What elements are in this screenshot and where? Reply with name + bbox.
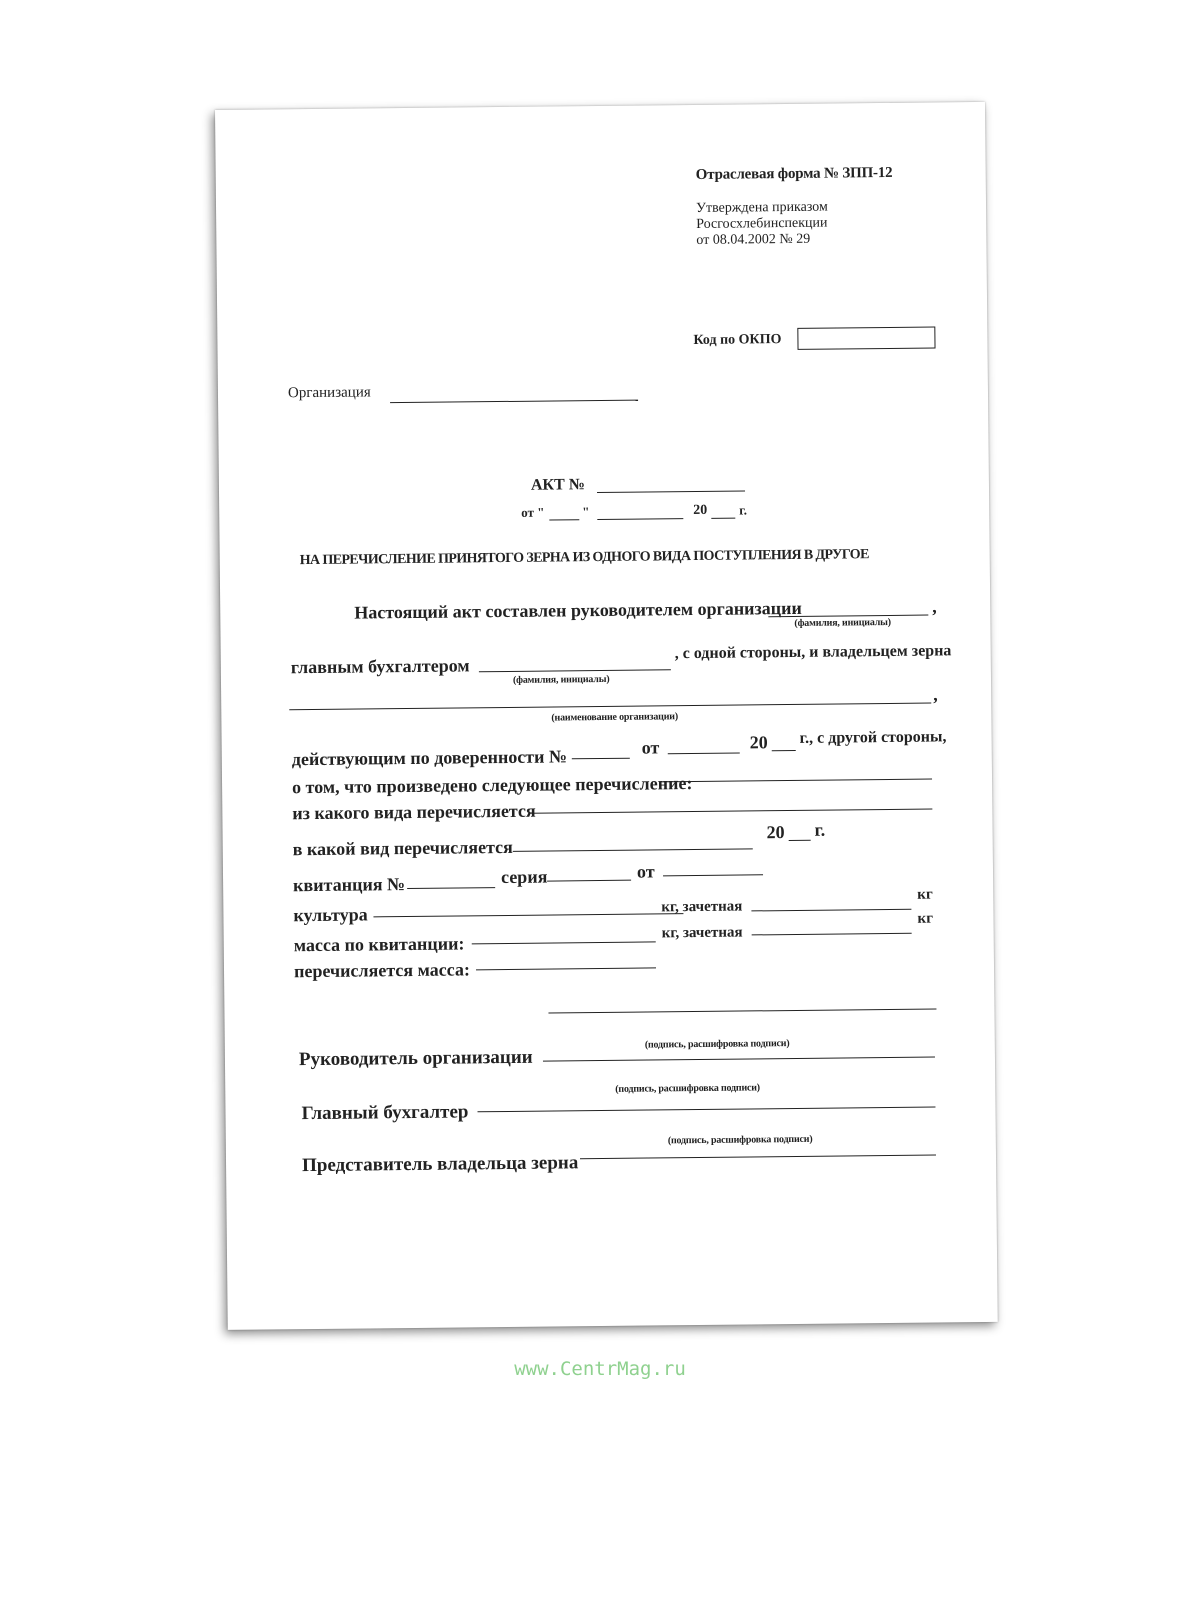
- mass-transfer-label: перечисляется масса:: [293, 959, 470, 982]
- owner-org-comma: ,: [933, 684, 938, 705]
- intro-comma: ,: [932, 596, 937, 617]
- signature-head-field[interactable]: [543, 1057, 935, 1062]
- proxy-text: действующим по доверенности №: [291, 746, 568, 770]
- crop-field[interactable]: [373, 913, 683, 917]
- credit-mass-transfer-field[interactable]: [752, 933, 912, 936]
- accountant-name-caption: (фамилия, инициалы): [512, 673, 610, 686]
- proxy-date-field[interactable]: [668, 753, 740, 755]
- approval-line-1: Утверждена приказом: [695, 199, 828, 216]
- from-kind-label: из какого вида перечисляется: [292, 800, 536, 824]
- credit-mass-transfer-kg: кг: [917, 910, 934, 927]
- proxy-number-field[interactable]: [572, 758, 630, 760]
- act-month-field[interactable]: [597, 518, 683, 520]
- receipt-from-word: от: [636, 861, 655, 882]
- chief-accountant-text: главным бухгалтером: [290, 655, 470, 678]
- act-title: АКТ №: [530, 476, 585, 494]
- mass-transfer-field[interactable]: [476, 967, 656, 970]
- signature-head-caption: (подпись, расшифровка подписи): [644, 1038, 790, 1051]
- crop-label: культура: [293, 904, 368, 926]
- intro-text: Настоящий акт составлен руководителем организации: [354, 597, 802, 623]
- mass-receipt-kg-credit: кг, зачетная: [661, 898, 743, 916]
- receipt-date-field[interactable]: [663, 874, 763, 876]
- watermark: www.CentrMag.ru: [514, 1358, 686, 1380]
- series-field[interactable]: [547, 880, 631, 882]
- owner-org-caption: (наименование организации): [551, 711, 678, 724]
- signature-accountant-caption: (подпись, расшифровка подписи): [615, 1082, 760, 1095]
- mass-receipt-label: масса по квитанции:: [293, 933, 465, 956]
- credit-mass-receipt-field[interactable]: [751, 909, 911, 912]
- to-kind-year-suffix: г.: [814, 819, 826, 840]
- signature-head-label: Руководитель организации: [298, 1046, 533, 1071]
- mass-receipt-field[interactable]: [472, 941, 656, 944]
- about-text: о том, что произведено следующее перечисление:: [291, 773, 693, 798]
- from-kind-field[interactable]: [530, 809, 932, 814]
- approval-line-2: Росгосхлебинспекции: [696, 215, 828, 232]
- accountant-name-field[interactable]: [479, 669, 671, 672]
- head-name-caption: (фамилия, инициалы): [794, 616, 891, 629]
- form-sheet: [215, 102, 998, 1330]
- receipt-label: квитанция №: [293, 874, 406, 896]
- about-field[interactable]: [660, 779, 932, 783]
- signature-owner-caption: (подпись, расшифровка подписи): [667, 1133, 813, 1147]
- credit-mass-receipt-kg: кг: [917, 886, 933, 903]
- act-day-field[interactable]: [549, 519, 579, 520]
- okpo-label: Код по ОКПО: [693, 332, 782, 349]
- mass-transfer-kg-credit: кг, зачетная: [661, 924, 743, 942]
- receipt-number-field[interactable]: [407, 887, 495, 889]
- act-year-field[interactable]: [711, 518, 735, 519]
- signature-owner-field[interactable]: [580, 1155, 936, 1160]
- act-date-prefix: от ": [521, 504, 545, 520]
- approval-line-3: от 08.04.2002 № 29: [696, 231, 811, 248]
- proxy-from-word: от: [641, 737, 660, 758]
- act-year-prefix: 20: [693, 502, 708, 519]
- okpo-field[interactable]: [797, 326, 935, 349]
- proxy-year-prefix: 20: [749, 732, 768, 753]
- to-kind-field[interactable]: [513, 848, 753, 852]
- series-label: серия: [500, 866, 548, 888]
- owner-org-field[interactable]: [289, 703, 931, 711]
- to-kind-year-field[interactable]: [789, 840, 811, 841]
- organization-field[interactable]: [390, 400, 638, 404]
- one-side-text: , с одной стороны, и владельцем зерна: [674, 642, 952, 663]
- form-title: Отраслевая форма № ЗПП-12: [695, 164, 893, 183]
- proxy-year-field[interactable]: [772, 750, 796, 751]
- extra-line: [548, 1008, 936, 1013]
- signature-owner-label: Представитель владельца зерна: [301, 1152, 579, 1177]
- act-subject: НА ПЕРЕЧИСЛЕНИЕ ПРИНЯТОГО ЗЕРНА ИЗ ОДНОГО ВИДА ПОСТУПЛЕНИЯ В ДРУГОЕ: [299, 547, 869, 569]
- to-kind-year-prefix: 20: [766, 822, 785, 843]
- act-date-quote: ": [582, 504, 590, 520]
- act-number-field[interactable]: [597, 490, 745, 493]
- signature-accountant-label: Главный бухгалтер: [301, 1101, 469, 1125]
- to-kind-label: в какой вид перечисляется: [292, 836, 513, 860]
- act-year-suffix: г.: [739, 502, 747, 518]
- organization-label: Организация: [287, 384, 371, 402]
- signature-accountant-field[interactable]: [477, 1107, 935, 1113]
- other-side-text: г., с другой стороны,: [799, 728, 947, 747]
